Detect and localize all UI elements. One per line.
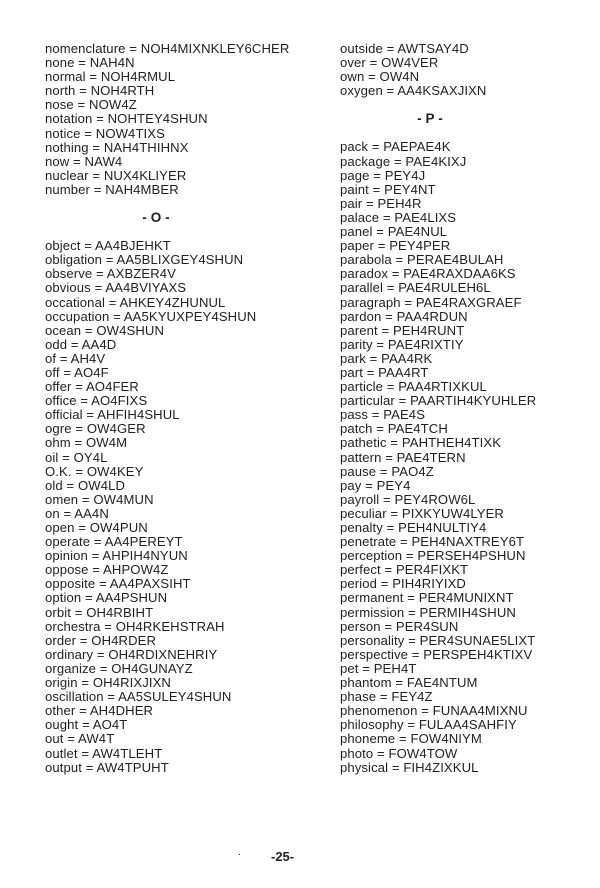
dictionary-entry: phenomenon = FUNAA4MIXNU bbox=[340, 704, 528, 719]
dictionary-entry: observe = AXBZER4V bbox=[45, 267, 176, 282]
dictionary-entry: nothing = NAH4THIHNX bbox=[45, 140, 189, 155]
dictionary-entry: pack = PAEPAE4K bbox=[340, 140, 451, 155]
dictionary-entry: ogre = OW4GER bbox=[45, 422, 146, 437]
dictionary-entry: ocean = OW4SHUN bbox=[45, 323, 165, 338]
dictionary-entry: normal = NOH4RMUL bbox=[45, 70, 176, 85]
dictionary-entry: open = OW4PUN bbox=[45, 521, 148, 535]
dictionary-entry: off = AO4F bbox=[45, 365, 109, 380]
dictionary-entry: out = AW4T bbox=[45, 732, 115, 747]
section-heading: - O - bbox=[142, 210, 170, 226]
dictionary-entry: now = NAW4 bbox=[45, 154, 123, 169]
dictionary-entry: person = PER4SUN bbox=[340, 619, 459, 634]
dictionary-entry: notation = NOHTEY4SHUN bbox=[45, 112, 208, 127]
footer-dot: . bbox=[238, 847, 241, 858]
dictionary-entry: paint = PEY4NT bbox=[340, 182, 436, 197]
dictionary-entry: omen = OW4MUN bbox=[45, 492, 154, 507]
dictionary-entry: particle = PAA4RTIXKUL bbox=[340, 380, 487, 395]
dictionary-entry: outlet = AW4TLEHT bbox=[45, 746, 163, 761]
dictionary-entry: pardon = PAA4RDUN bbox=[340, 309, 468, 324]
dictionary-entry: organize = OH4GUNAYZ bbox=[45, 661, 193, 676]
dictionary-entry: parabola = PERAE4BULAH bbox=[340, 253, 504, 268]
dictionary-entry: period = PIH4RIYIXD bbox=[340, 577, 466, 592]
dictionary-entry: physical = FIH4ZIXKUL bbox=[340, 760, 479, 775]
dictionary-entry: occational = AHKEY4ZHUNUL bbox=[45, 295, 226, 310]
dictionary-entry: nuclear = NUX4KLIYER bbox=[45, 168, 187, 183]
dictionary-entry: page = PEY4J bbox=[340, 168, 426, 183]
dictionary-entry: pattern = PAE4TERN bbox=[340, 450, 466, 465]
dictionary-entry: none = NAH4N bbox=[45, 56, 135, 71]
dictionary-entry: oppose = AHPOW4Z bbox=[45, 563, 169, 578]
dictionary-entry: oil = OY4L bbox=[45, 450, 108, 465]
dictionary-entry: north = NOH4RTH bbox=[45, 84, 155, 99]
dictionary-entry: phoneme = FOW4NIYM bbox=[340, 732, 482, 747]
dictionary-entry: notice = NOW4TIXS bbox=[45, 126, 165, 141]
dictionary-entry: palace = PAE4LIXS bbox=[340, 210, 457, 225]
dictionary-entry: peculiar = PIXKYUW4LYER bbox=[340, 506, 504, 521]
dictionary-entry: perspective = PERSPEH4KTIXV bbox=[340, 647, 533, 662]
dictionary-entry: own = OW4N bbox=[340, 70, 420, 85]
dictionary-entry: object = AA4BJEHKT bbox=[45, 239, 171, 254]
dictionary-entry: permission = PERMIH4SHUN bbox=[340, 605, 516, 620]
dictionary-entry: photo = FOW4TOW bbox=[340, 746, 458, 761]
dictionary-entry: oxygen = AA4KSAXJIXN bbox=[340, 84, 487, 99]
dictionary-entry: O.K. = OW4KEY bbox=[45, 464, 144, 479]
dictionary-entry: penetrate = PEH4NAXTREY6T bbox=[340, 535, 525, 550]
dictionary-entry: orbit = OH4RBIHT bbox=[45, 605, 154, 620]
dictionary-entry: orchestra = OH4RKEHSTRAH bbox=[45, 619, 225, 634]
dictionary-entry: pass = PAE4S bbox=[340, 408, 426, 423]
dictionary-entry: perfect = PER4FIXKT bbox=[340, 563, 469, 578]
dictionary-entry: obligation = AA5BLIXGEY4SHUN bbox=[45, 253, 244, 268]
section-heading: - P - bbox=[417, 111, 443, 127]
dictionary-entry: ought = AO4T bbox=[45, 718, 128, 733]
dictionary-entry: output = AW4TPUHT bbox=[45, 760, 169, 775]
dictionary-entry: old = OW4LD bbox=[45, 478, 126, 493]
dictionary-entry: phantom = FAE4NTUM bbox=[340, 676, 478, 691]
dictionary-entry: official = AHFIH4SHUL bbox=[45, 408, 180, 423]
dictionary-entry: ohm = OW4M bbox=[45, 436, 128, 451]
dictionary-entry: ordinary = OH4RDIXNEHRIY bbox=[45, 647, 218, 662]
dictionary-entry: nose = NOW4Z bbox=[45, 98, 137, 113]
dictionary-entry: other = AH4DHER bbox=[45, 704, 154, 719]
dictionary-entry: outside = AWTSAY4D bbox=[340, 42, 469, 56]
dictionary-entry: parent = PEH4RUNT bbox=[340, 323, 465, 338]
dictionary-entry: pause = PAO4Z bbox=[340, 464, 434, 479]
dictionary-entry: paper = PEY4PER bbox=[340, 239, 451, 254]
page-number: -25- bbox=[271, 849, 295, 864]
dictionary-entry: of = AH4V bbox=[45, 351, 106, 366]
dictionary-entry: park = PAA4RK bbox=[340, 351, 433, 366]
dictionary-entry: origin = OH4RIXJIXN bbox=[45, 676, 171, 691]
dictionary-entry: particular = PAARTIH4KYUHLER bbox=[340, 394, 537, 409]
dictionary-entry: penalty = PEH4NULTIY4 bbox=[340, 521, 487, 535]
dictionary-entry: obvious = AA4BVIYAXS bbox=[45, 281, 187, 296]
dictionary-entry: perception = PERSEH4PSHUN bbox=[340, 549, 526, 564]
dictionary-entry: pair = PEH4R bbox=[340, 196, 422, 211]
dictionary-entry: nomenclature = NOH4MIXNKLEY6CHER bbox=[45, 42, 290, 56]
dictionary-entry: opinion = AHPIH4NYUN bbox=[45, 549, 188, 564]
dictionary-entry: office = AO4FIXS bbox=[45, 394, 148, 409]
dictionary-entry: on = AA4N bbox=[45, 506, 109, 521]
dictionary-entry: option = AA4PSHUN bbox=[45, 591, 168, 606]
dictionary-entry: paragraph = PAE4RAXGRAEF bbox=[340, 295, 522, 310]
dictionary-entry: pathetic = PAHTHEH4TIXK bbox=[340, 436, 502, 451]
dictionary-entry: over = OW4VER bbox=[340, 56, 439, 71]
dictionary-entry: pay = PEY4 bbox=[340, 478, 411, 493]
dictionary-entry: operate = AA4PEREYT bbox=[45, 535, 183, 550]
dictionary-entry: offer = AO4FER bbox=[45, 380, 139, 395]
dictionary-entry: pet = PEH4T bbox=[340, 661, 417, 676]
dictionary-entry: philosophy = FULAA4SAHFIY bbox=[340, 718, 517, 733]
dictionary-entry: occupation = AA5KYUXPEY4SHUN bbox=[45, 309, 257, 324]
dictionary-column-right bbox=[340, 42, 592, 775]
dictionary-entry: order = OH4RDER bbox=[45, 633, 157, 648]
dictionary-entry: payroll = PEY4ROW6L bbox=[340, 492, 476, 507]
dictionary-entry: parity = PAE4RIXTIY bbox=[340, 337, 464, 352]
dictionary-entry: patch = PAE4TCH bbox=[340, 422, 448, 437]
dictionary-entry: personality = PER4SUNAE5LIXT bbox=[340, 633, 536, 648]
dictionary-entry: odd = AA4D bbox=[45, 337, 117, 352]
dictionary-entry: package = PAE4KIXJ bbox=[340, 154, 467, 169]
dictionary-entry: opposite = AA4PAXSIHT bbox=[45, 577, 191, 592]
dictionary-entry: panel = PAE4NUL bbox=[340, 225, 448, 240]
dictionary-entry: permanent = PER4MUNIXNT bbox=[340, 591, 514, 606]
dictionary-entry: paradox = PAE4RAXDAA6KS bbox=[340, 267, 516, 282]
dictionary-entry: oscillation = AA5SULEY4SHUN bbox=[45, 690, 232, 705]
dictionary-entry: parallel = PAE4RULEH6L bbox=[340, 281, 491, 296]
dictionary-entry: part = PAA4RT bbox=[340, 365, 429, 380]
dictionary-entry: number = NAH4MBER bbox=[45, 182, 179, 197]
dictionary-column-left bbox=[45, 42, 325, 775]
dictionary-entry: phase = FEY4Z bbox=[340, 690, 433, 705]
